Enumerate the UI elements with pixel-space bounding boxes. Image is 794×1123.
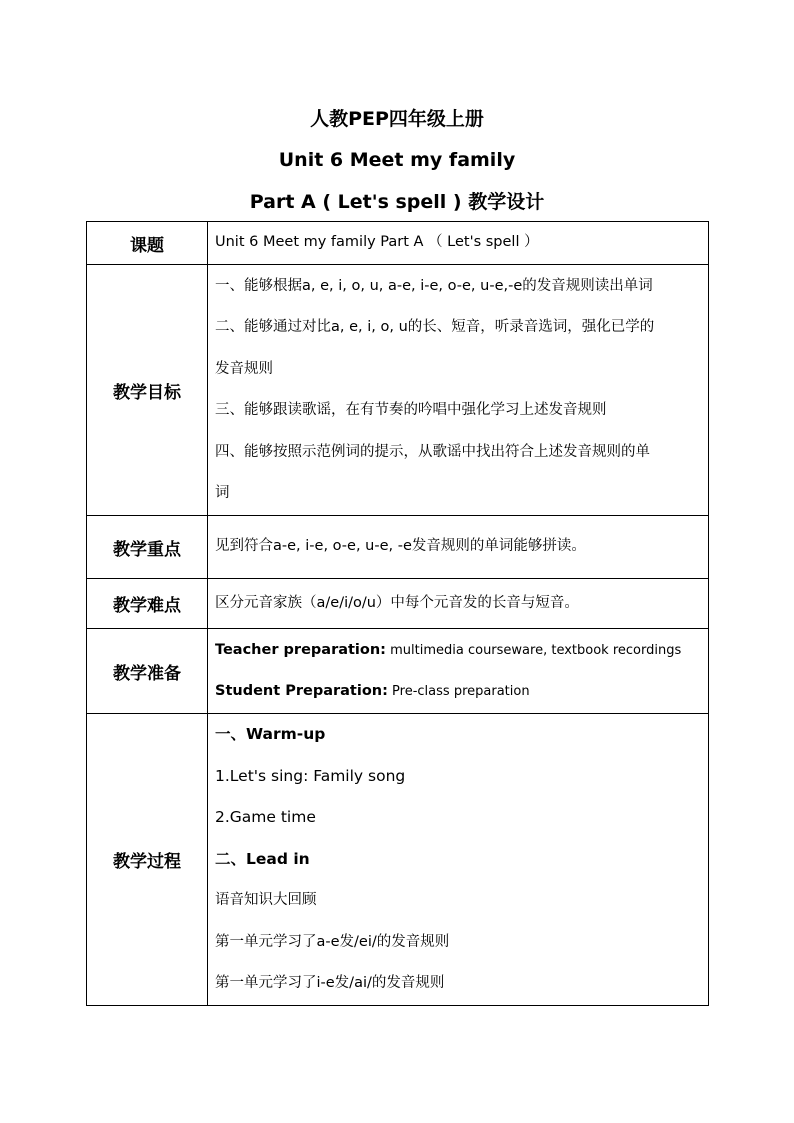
process-row [87, 714, 709, 1006]
process-line: 2.Game time [215, 808, 316, 826]
process-content [208, 714, 709, 1006]
teacher-preparation-label: Teacher preparation: [215, 641, 386, 658]
lesson-title: Part A ( Let's spell ) 教学设计 [249, 191, 545, 213]
objective-line: 三、能够跟读歌谣，在有节奏的吟唱中强化学习上述发音规则 [215, 402, 607, 418]
objectives-content [208, 265, 709, 516]
objective-line: 词 [215, 485, 230, 501]
topic-row [87, 222, 709, 265]
process-line: 第一单元学习了a-e发/ei/的发音规则 [215, 933, 450, 950]
lesson-plan-table [86, 221, 709, 1006]
process-line: 1.Let's sing: Family song [215, 766, 406, 785]
student-preparation-value: Pre-class preparation [387, 684, 530, 699]
process-heading: 一、Warm-up [215, 725, 326, 743]
difficulties-value: 区分元音家族（a/e/i/o/u）中每个元音发的长音与短音。 [208, 579, 709, 629]
process-heading: 二、Lead in [215, 849, 310, 868]
preparation-content [208, 629, 709, 714]
student-preparation-label: Student Preparation: [215, 683, 388, 699]
difficulties-row [87, 579, 709, 629]
process-line: 第一单元学习了i-e发/ai/的发音规则 [215, 975, 445, 991]
document-title: 人教PEP四年级上册 [310, 108, 484, 130]
objectives-row [87, 265, 709, 516]
key-points-row [87, 516, 709, 579]
objective-line: 四、能够按照示范例词的提示，从歌谣中找出符合上述发音规则的单 [215, 443, 650, 460]
teacher-preparation-value: multimedia courseware, textbook recordings [385, 642, 682, 658]
preparation-label: 教学准备 [87, 629, 208, 714]
key-points-value: 见到符合a-e, i-e, o-e, u-e, -e发音规则的单词能够拼读。 [208, 516, 709, 579]
topic-value: Unit 6 Meet my family Part A （ Let's spell ） [208, 222, 709, 265]
preparation-row [87, 629, 709, 714]
teacher-preparation [215, 630, 702, 672]
unit-title: Unit 6 Meet my family [278, 149, 516, 171]
objective-line: 一、能够根据a, e, i, o, u, a-e, i-e, o-e, u-e,-e的发音规则读出单词 [215, 277, 653, 294]
objectives-label: 教学目标 [87, 265, 208, 516]
objective-line: 二、能够通过对比a, e, i, o, u的长、短音，听录音选词，强化已学的 [215, 319, 655, 335]
difficulties-label: 教学难点 [87, 579, 208, 629]
process-label: 教学过程 [87, 714, 208, 1006]
objective-line: 发音规则 [215, 360, 273, 377]
student-preparation [215, 671, 702, 713]
topic-label: 课题 [87, 222, 208, 265]
process-line: 语音知识大回顾 [215, 892, 317, 908]
key-points-label: 教学重点 [87, 516, 208, 579]
